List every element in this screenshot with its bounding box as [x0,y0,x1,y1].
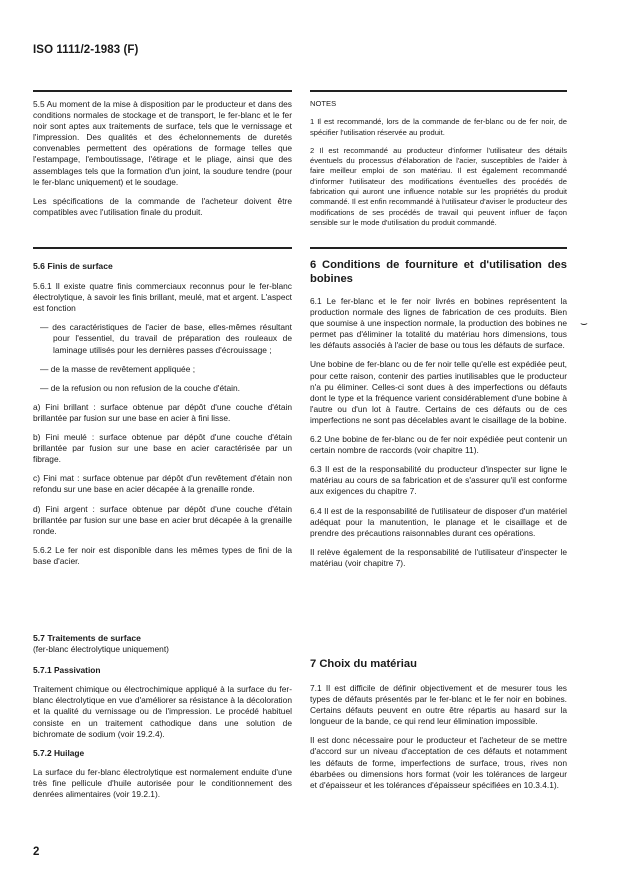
paragraph-6-4-b: Il relève également de la responsabilité de l'utilisateur d'inspecter le matériau (voir chapitre 7). [310,546,567,568]
heading-5-7: 5.7 Traitements de surface [33,633,141,643]
right-mid-rule [310,247,567,249]
dash-item-2: — de la masse de revêtement appliquée ; [40,363,196,374]
paragraph-6-3: 6.3 Il est de la responsabilité du producteur d'inspecter sur ligne le matériau au cours de sa fabrication et de s'assurer qu'il est conforme aux exigences du chapitre 7. [310,464,567,497]
page-number: 2 [33,846,40,858]
paragraph-5-5: 5.5 Au moment de la mise à disposition par le producteur et dans des conditions normales de stockage et de transport, le fer-blanc et le fer noir sont aptes aux traitements de surface, tels que le vernissage et l'impression. Des qualités et des échelonnements de duretés convenables permettent des opérations de formage telles que l'estampage, l'emboutissage, l'étirage et le pliage, ainsi que des assemblages tels que la formation d'un joint, la soudure tendre (pour le fer-blanc uniquement) et le soudage. [33,99,292,187]
left-top-rule [33,90,292,92]
right-column-main [310,258,567,577]
heading-7: 7 Choix du matériau [310,658,417,670]
document-header: ISO 1111/2-1983 (F) [33,44,139,56]
finish-b: b) Fini meulé : surface obtenue par dépôt d'une couche d'étain brillantée par fusion sur une base en acier caractérisée par un fibrage. [33,432,292,465]
finish-d: d) Fini argent : surface obtenue par dépôt d'une couche d'étain brillantée par fusion sur une base en acier brut décapée à la grenaille ronde. [33,503,292,536]
paragraph-6-4: 6.4 Il est de la responsabilité de l'utilisateur de disposer d'un matériel adéquat pour la manutention, le planage et le cisaillage et de prendre des précautions raisonnables durant ces opérations. [310,505,567,538]
dash-item-3: — de la refusion ou non refusion de la couche d'étain. [40,382,240,393]
note-2: 2 Il est recommandé au producteur d'informer l'utilisateur des détails éventuels du processus d'élaboration de l'acier, susceptibles de l'aider à faire meilleur emploi de son matériau. Il est également recommandé d'informer l'utilisateur des modifications éventuelles des procédés de fabrication qui auront une influence notable sur les propriétés du produit commandé. Il est enfin recommandé à l'utilisateur d'aviser le producteur des modifications de ses procédés de travail qui peuvent influer de façon sensible sur le mode d'utilisation du produit commandé. [310,145,567,227]
paragraph-6-2: 6.2 Une bobine de fer-blanc ou de fer noir expédiée peut contenir un certain nombre de raccords (voir chapitre 11). [310,434,567,456]
note-1: 1 Il est recommandé, lors de la commande de fer-blanc ou de fer noir, de spécifier l'utilisation réservée au produit. [310,117,567,137]
notes-title: NOTES [310,99,337,108]
left-column-top [33,99,292,226]
left-column-bottom [33,633,292,808]
paragraph-5-6-1: 5.6.1 Il existe quatre finis commerciaux reconnus pour le fer-blanc électrolytique, à savoir les finis brillant, meulé, mat et argent. L'aspect est fonction [33,281,292,314]
paragraph-5-5-b: Les spécifications de la commande de l'acheteur doivent être compatibles avec l'utilisation finale du produit. [33,195,292,217]
heading-6: 6 Conditions de fourniture et d'utilisation des bobines [310,259,567,285]
left-column-main [33,261,292,575]
paragraph-7-1-b: Il est donc nécessaire pour le producteur et l'acheteur de se mettre d'accord sur un niveau d'acceptation de ces défauts et notamment les défauts de forme, imperfections de surface, trous, rives non ébarbées ou dimensions hors format (voir les tolérances de largeur et d'épaisseur et les tolérances d'épaisseur spécifiées en 10.3.4.1). [310,735,567,790]
paragraph-6-1-b: Une bobine de fer-blanc ou de fer noir telle qu'elle est expédiée peut, pour cette raison, contenir des parties inutilisables que le producteur n'a pu éliminer. Celles-ci sont dues à des imperfections ou défauts dont le type et la fréquence varient considérablement d'une bobine à l'autre ou d'un lot à l'autre. Certains de ces défauts ou de ces imperfections ne sont pas décelables avant le cisaillage de la bobine. [310,359,567,425]
heading-5-7-1: 5.7.1 Passivation [33,665,101,676]
paragraph-5-6-2: 5.6.2 Le fer noir est disponible dans les mêmes types de fini de la base d'acier. [33,544,292,566]
left-mid-rule [33,247,292,249]
right-column-bottom [310,657,567,799]
heading-5-7-subtitle: (fer-blanc électrolytique uniquement) [33,644,169,655]
paragraph-7-1: 7.1 Il est difficile de définir objectivement et de mesurer tous les types de défauts présentés par le fer-blanc et le fer noir en bobines. Certains défauts peuvent en outre être répartis au hasard sur la longueur de la bande, ce qui rend leur élimination impossible. [310,683,567,727]
notes-block [310,99,567,236]
heading-5-6: 5.6 Finis de surface [33,261,113,271]
finish-c: c) Fini mat : surface obtenue par dépôt d'un revêtement d'étain non refondu sur une base en acier décapée à la grenaille ronde. [33,473,292,495]
margin-mark: ⌣ [580,316,588,330]
heading-5-7-2: 5.7.2 Huilage [33,747,85,758]
right-top-rule [310,90,567,92]
dash-item-1: — des caractéristiques de l'acier de base, elles-mêmes résultant pour l'essentiel, du travail de préparation des rouleaux de laminage utilisés pour les dernières passes d'écrouissage ; [40,322,292,355]
paragraph-5-7-1: Traitement chimique ou électrochimique appliqué à la surface du fer-blanc électrolytique en vue d'améliorer sa résistance à la décoloration et la qualité du vernissage ou de l'impression. Le procédé habituel consiste en un traitement cathodique dans une solution de bichromate de sodium (voir 19.2.4). [33,684,292,739]
paragraph-6-1: 6.1 Le fer-blanc et le fer noir livrés en bobines représentent la production normale des lignes de fabrication de ces produits. Bien que soumise à une inspection normale, la production des bobines ne permet pas d'éliminer la totalité du matériau hors dimensions, tous les défauts associés à l'acier de base ou tous les défauts de surface. [310,296,567,351]
finish-a: a) Fini brillant : surface obtenue par dépôt d'une couche d'étain brillantée par fusion sur une base en acier à fini lisse. [33,401,292,423]
paragraph-5-7-2: La surface du fer-blanc électrolytique est normalement enduite d'une très fine pellicule d'huile autorisée pour le conditionnement des denrées alimentaires (voir 19.2.1). [33,766,292,800]
